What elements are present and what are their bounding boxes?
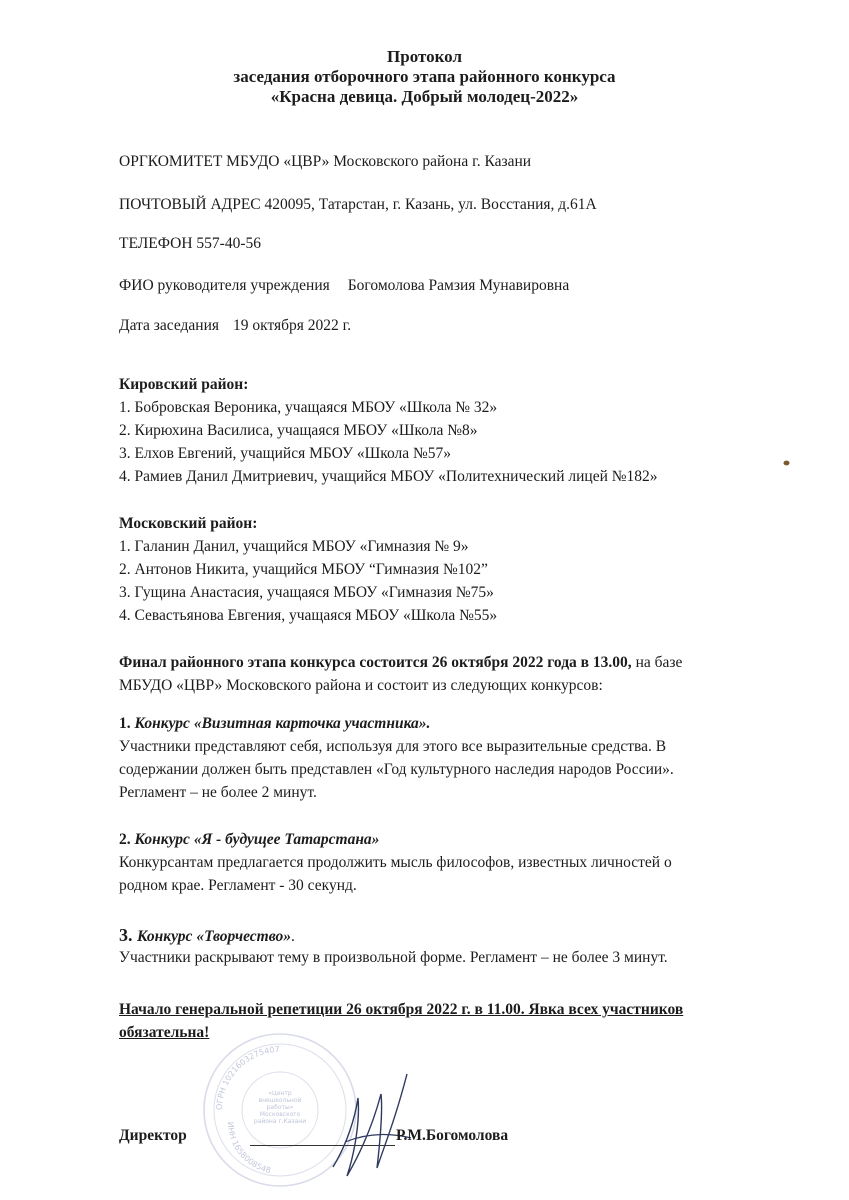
header-title: Протокол xyxy=(387,47,462,66)
rehearsal-line-1: Начало генеральной репетиции 26 октября 2022 г. в 11.00. Явка всех участников xyxy=(119,1001,684,1018)
moskovsky-title: Московский район: xyxy=(119,515,258,532)
paper-speck xyxy=(783,460,790,466)
list-item: 2. Антонов Никита, учащийся МБОУ “Гимназия №102” xyxy=(119,561,488,578)
list-item: 4. Рамиев Данил Дмитриевич, учащийся МБОУ «Политехнический лицей №182» xyxy=(119,468,658,485)
contest1-text: Регламент – не более 2 минут. xyxy=(119,784,317,801)
signature-role: Директор xyxy=(119,1127,187,1144)
list-item: 4. Севастьянова Евгения, учащаяся МБОУ «Школа №55» xyxy=(119,607,498,624)
date-label: Дата заседания xyxy=(119,317,220,334)
head-label: ФИО руководителя учреждения xyxy=(119,277,330,294)
header-contest-name: «Красна девица. Добрый молодец-2022» xyxy=(270,87,579,106)
stamp-ogrn: ОГРН 1021603275407 xyxy=(214,1044,280,1111)
document-header xyxy=(0,47,849,107)
org-line: ОРГКОМИТЕТ МБУДО «ЦВР» Московского района г. Казани xyxy=(119,153,532,170)
rehearsal-line-2: обязательна! xyxy=(119,1024,210,1041)
contest3-heading xyxy=(119,925,295,947)
list-item: 3. Гущина Анастасия, учащаяся МБОУ «Гимназия №75» xyxy=(119,584,494,601)
stamp-center-text: «Центр внешкольной работы» Московского района г.Казани xyxy=(253,1090,307,1125)
contest1-text: содержании должен быть представлен «Год культурного наследия народов России». xyxy=(119,761,674,778)
contest2-heading xyxy=(119,830,379,850)
signature-name: Р.М.Богомолова xyxy=(396,1127,509,1144)
kirovsky-title: Кировский район: xyxy=(119,376,249,393)
contest2-title: Конкурс «Я - будущее Татарстана» xyxy=(134,831,380,848)
phone-line: ТЕЛЕФОН 557-40-56 xyxy=(119,235,261,252)
head-name: Богомолова Рамзия Мунавировна xyxy=(347,277,570,294)
final-bold: Финал районного этапа конкурса состоится 26 октября 2022 года в 13.00, xyxy=(119,654,632,671)
contest1-text: Участники представляют себя, используя для этого все выразительные средства. В xyxy=(119,738,667,755)
contest2-text: Конкурсантам предлагается продолжить мысль философов, известных личностей о xyxy=(119,854,672,871)
list-item: 2. Кирюхина Василиса, учащаяся МБОУ «Школа №8» xyxy=(119,422,478,439)
contest1-heading xyxy=(119,714,430,734)
contest2-number: 2. xyxy=(119,831,135,848)
final-rest: на базе xyxy=(631,654,683,671)
contest3-title-end: . xyxy=(290,928,295,945)
date-value: 19 октября 2022 г. xyxy=(233,317,352,334)
list-item: 3. Елхов Евгений, учащийся МБОУ «Школа №57» xyxy=(119,445,452,462)
contest2-text: родном крае. Регламент - 30 секунд. xyxy=(119,877,357,894)
head-line xyxy=(119,276,569,296)
header-subtitle: заседания отборочного этапа районного конкурса xyxy=(233,67,616,86)
contest3-text: Участники раскрывают тему в произвольной форме. Регламент – не более 3 минут. xyxy=(119,949,668,966)
final-line-2: МБУДО «ЦВР» Московского района и состоит из следующих конкурсов: xyxy=(119,677,603,694)
address-line: ПОЧТОВЫЙ АДРЕС 420095, Татарстан, г. Казань, ул. Восстания, д.61А xyxy=(119,196,597,213)
final-line-1 xyxy=(119,653,682,673)
contest1-number: 1. xyxy=(119,715,135,732)
stamp-inn: ИНН 1658008548 xyxy=(225,1121,272,1176)
list-item: 1. Галанин Данил, учащийся МБОУ «Гимназия № 9» xyxy=(119,538,469,555)
contest1-title: Конкурс «Визитная карточка участника». xyxy=(134,715,431,732)
list-item: 1. Бобровская Вероника, учащаяся МБОУ «Школа № 32» xyxy=(119,399,498,416)
contest3-number: 3. xyxy=(119,925,137,945)
date-line xyxy=(119,316,351,336)
contest3-title: Конкурс «Творчество» xyxy=(137,928,291,945)
